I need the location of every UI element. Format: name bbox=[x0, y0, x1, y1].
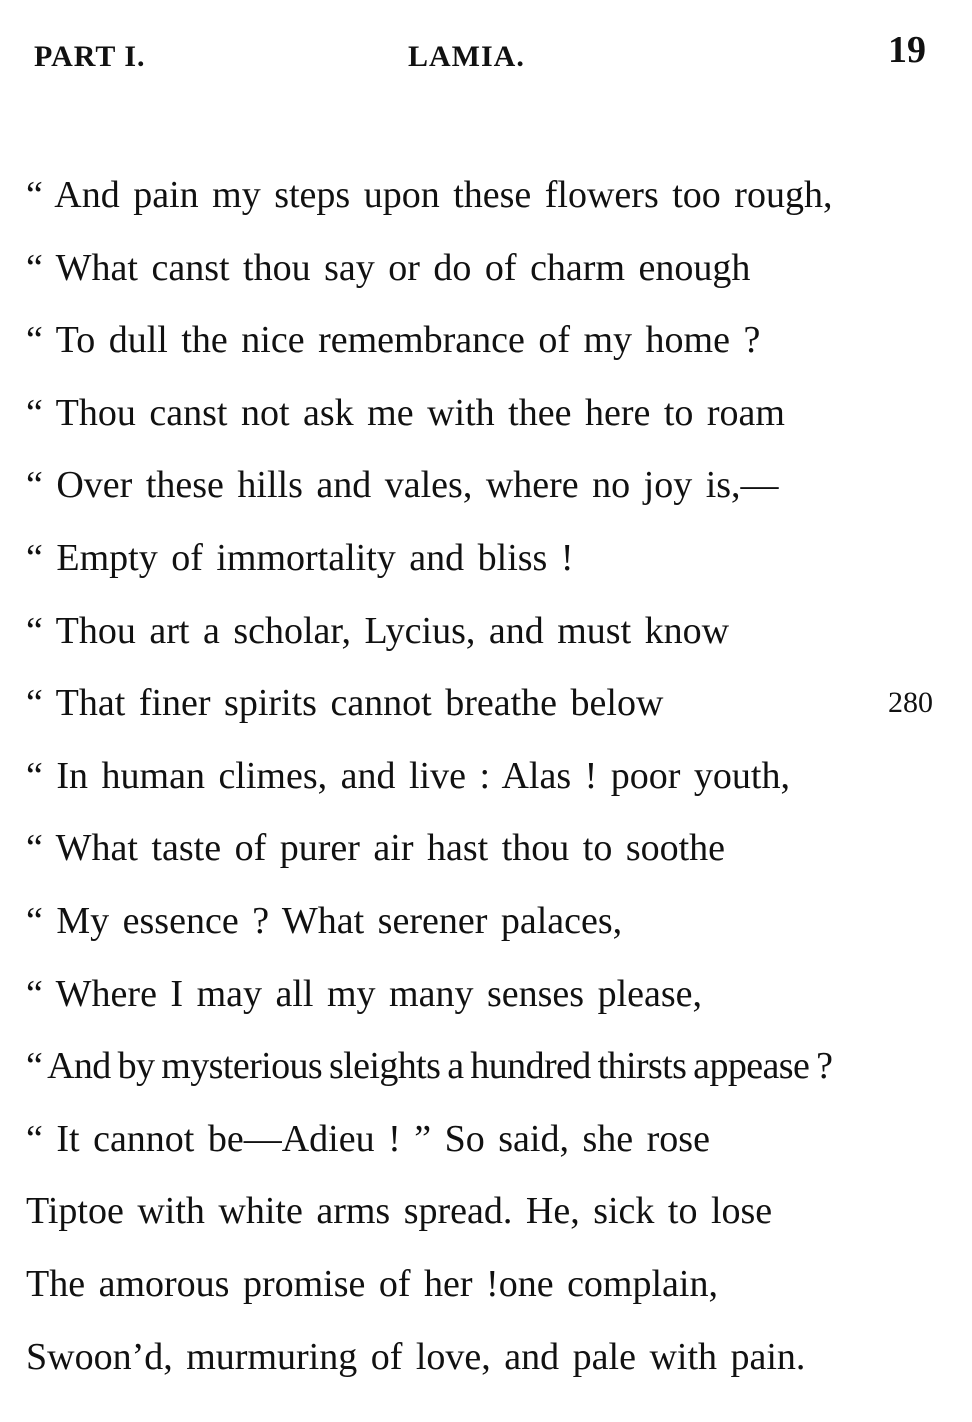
verse-line: “ And by mysterious sleights a hundred thirsts appease ? bbox=[26, 1045, 833, 1088]
poem-title: LAMIA. bbox=[408, 40, 525, 73]
verse-line: Swoon’d, murmuring of love, and pale with pain. bbox=[26, 1335, 806, 1378]
verse-line: The amorous promise of her !one complain, bbox=[26, 1262, 718, 1305]
verse-line: “ What canst thou say or do of charm enough bbox=[26, 246, 751, 289]
verse-line: “ Empty of immortality and bliss ! bbox=[26, 536, 574, 579]
verse-line: Tiptoe with white arms spread. He, sick to lose bbox=[26, 1190, 773, 1233]
verse-line: “ In human climes, and live : Alas ! poor youth, bbox=[26, 754, 790, 797]
verse-line: “ Where I may all my many senses please, bbox=[26, 972, 703, 1015]
verse-line: “ What taste of purer air hast thou to soothe bbox=[26, 827, 726, 870]
verse-line: “ To dull the nice remembrance of my home ? bbox=[26, 319, 761, 362]
verse-line: “ My essence ? What serener palaces, bbox=[26, 899, 623, 942]
verse-line: “ And pain my steps upon these flowers too rough, bbox=[26, 174, 833, 216]
verse-line: “ Thou art a scholar, Lycius, and must know bbox=[26, 609, 730, 652]
verse-line: “ Thou canst not ask me with thee here to roam bbox=[26, 391, 785, 434]
page-number: 19 bbox=[888, 29, 926, 71]
line-number: 280 bbox=[888, 686, 933, 720]
part-label: PART I. bbox=[34, 40, 146, 73]
verse-line: “ Over these hills and vales, where no joy is,— bbox=[26, 464, 779, 507]
verse-line: “ That finer spirits cannot breathe below 280 bbox=[26, 673, 931, 746]
poem-text bbox=[26, 165, 931, 1399]
verse-line: “ It cannot be—Adieu ! ” So said, she rose bbox=[26, 1117, 710, 1160]
